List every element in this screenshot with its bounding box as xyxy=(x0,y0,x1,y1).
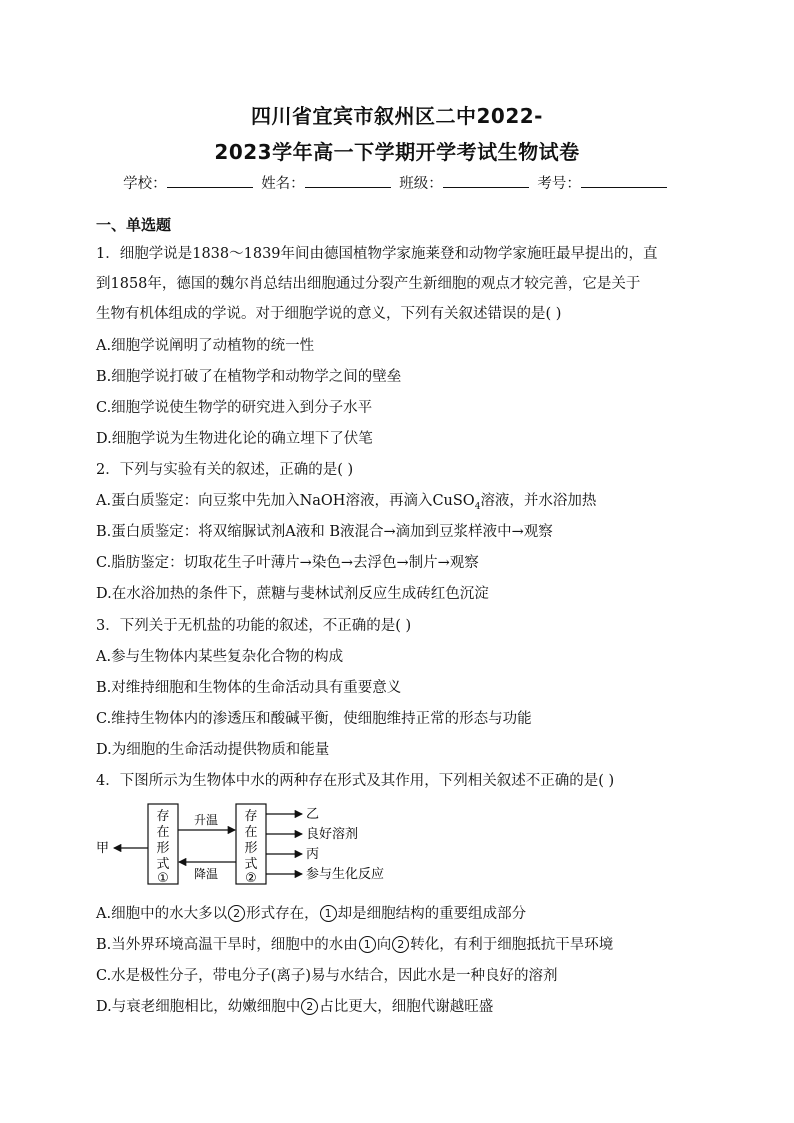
form1-char-1: 存 xyxy=(156,809,170,824)
student-info-row xyxy=(0,172,794,193)
q2-option-b: B.蛋白质鉴定：将双缩脲试剂A液和 B液混合→滴加到豆浆样液中→观察 xyxy=(96,524,553,540)
name-blank[interactable] xyxy=(305,173,391,188)
q4-option-c: C.水是极性分子，带电分子(离子)易与水结合，因此水是一种良好的溶剂 xyxy=(96,968,558,984)
q3-option-c: C.维持生物体内的渗透压和酸碱平衡，使细胞维持正常的形态与功能 xyxy=(96,711,532,727)
name-label: 姓名： xyxy=(261,176,305,192)
form2-number: ② xyxy=(245,871,257,886)
circled-number-1: 1 xyxy=(359,936,376,953)
q2-option-d: D.在水浴加热的条件下，蔗糖与斐林试剂反应生成砖红色沉淀 xyxy=(96,586,489,602)
section-title: 一、单选题 xyxy=(96,216,172,234)
q2-stem: 2．下列与实验有关的叙述，正确的是( ) xyxy=(96,462,354,478)
form1-char-3: 形 xyxy=(156,841,170,856)
form2-char-3: 形 xyxy=(244,841,258,856)
q3-option-b: B.对维持细胞和生物体的生命活动具有重要意义 xyxy=(96,680,402,696)
q1-stem-line1: 1．细胞学说是1838～1839年间由德国植物学家施莱登和动物学家施旺最早提出的，直 xyxy=(96,246,658,262)
form1-char-2: 在 xyxy=(156,825,170,840)
q3-option-a: A.参与生物体内某些复杂化合物的构成 xyxy=(96,649,344,665)
circled-number-2: 2 xyxy=(392,936,409,953)
q4-option-b-text1: B.当外界环境高温干旱时，细胞中的水由 xyxy=(96,937,358,953)
school-label: 学校： xyxy=(123,176,167,192)
exam-number-label: 考号： xyxy=(537,176,581,192)
form2-char-2: 在 xyxy=(244,825,258,840)
q4-option-d-text1: D.与衰老细胞相比，幼嫩细胞中 xyxy=(96,999,301,1015)
circled-number-2: 2 xyxy=(301,998,318,1015)
q4-option-b-text3: 转化，有利于细胞抵抗干旱环境 xyxy=(410,937,614,953)
q1-option-c: C.细胞学说使生物学的研究进入到分子水平 xyxy=(96,400,373,416)
q3-option-d: D.为细胞的生命活动提供物质和能量 xyxy=(96,742,330,758)
exam-title-line1: 四川省宜宾市叙州区二中2022- xyxy=(251,104,543,128)
circled-number-2: 2 xyxy=(228,905,245,922)
q2-option-a-text1: A.蛋白质鉴定：向豆浆中先加入NaOH溶液，再滴入CuSO xyxy=(96,493,475,509)
q1-stem-line3: 生物有机体组成的学说。对于细胞学说的意义，下列有关叙述错误的是( ) xyxy=(96,306,562,322)
q4-option-b xyxy=(96,933,613,954)
q1-stem-line2: 到1858年，德国的魏尔肖总结出细胞通过分裂产生新细胞的观点才较完善，它是关于 xyxy=(96,276,641,292)
class-label: 班级： xyxy=(399,176,443,192)
solvent-label: 良好溶剂 xyxy=(306,827,359,842)
heat-label: 升温 xyxy=(193,813,219,827)
q4-option-d xyxy=(96,995,493,1016)
q4-option-d-text2: 占比更大，细胞代谢越旺盛 xyxy=(319,999,494,1015)
q4-option-a-text1: A.细胞中的水大多以 xyxy=(96,906,228,922)
q1-option-a: A.细胞学说阐明了动植物的统一性 xyxy=(96,338,315,354)
water-forms-diagram xyxy=(96,800,406,890)
yi-label: 乙 xyxy=(306,807,320,822)
cool-label: 降温 xyxy=(193,867,219,881)
form1-char-4: 式 xyxy=(156,857,170,872)
q4-stem: 4．下图所示为生物体中水的两种存在形式及其作用，下列相关叙述不正确的是( ) xyxy=(96,773,615,789)
bing-label: 丙 xyxy=(306,847,320,862)
q1-option-b: B.细胞学说打破了在植物学和动物学之间的壁垒 xyxy=(96,369,402,385)
class-blank[interactable] xyxy=(443,173,529,188)
q3-stem: 3．下列关于无机盐的功能的叙述，不正确的是( ) xyxy=(96,618,412,634)
form2-char-1: 存 xyxy=(244,809,258,824)
form2-char-4: 式 xyxy=(244,857,258,872)
jia-label: 甲 xyxy=(96,841,110,856)
q2-option-c: C.脂肪鉴定：切取花生子叶薄片→染色→去浮色→制片→观察 xyxy=(96,555,479,571)
q4-option-a-text2: 形式存在， xyxy=(246,906,319,922)
q2-option-a-text2: 溶液，并水浴加热 xyxy=(480,493,597,509)
exam-number-blank[interactable] xyxy=(581,173,667,188)
school-blank[interactable] xyxy=(167,173,253,188)
circled-number-1: 1 xyxy=(320,905,337,922)
q4-option-b-text2: 向 xyxy=(376,937,392,953)
q1-option-d: D.细胞学说为生物进化论的确立埋下了伏笔 xyxy=(96,431,373,447)
q2-option-a-subscript: 4 xyxy=(474,501,481,512)
exam-title-line2: 2023学年高一下学期开学考试生物试卷 xyxy=(214,140,580,164)
q2-option-a xyxy=(96,489,596,512)
reaction-label: 参与生化反应 xyxy=(306,867,385,882)
q4-option-a xyxy=(96,902,526,923)
q4-option-a-text3: 却是细胞结构的重要组成部分 xyxy=(337,906,527,922)
form1-number: ① xyxy=(157,871,169,886)
